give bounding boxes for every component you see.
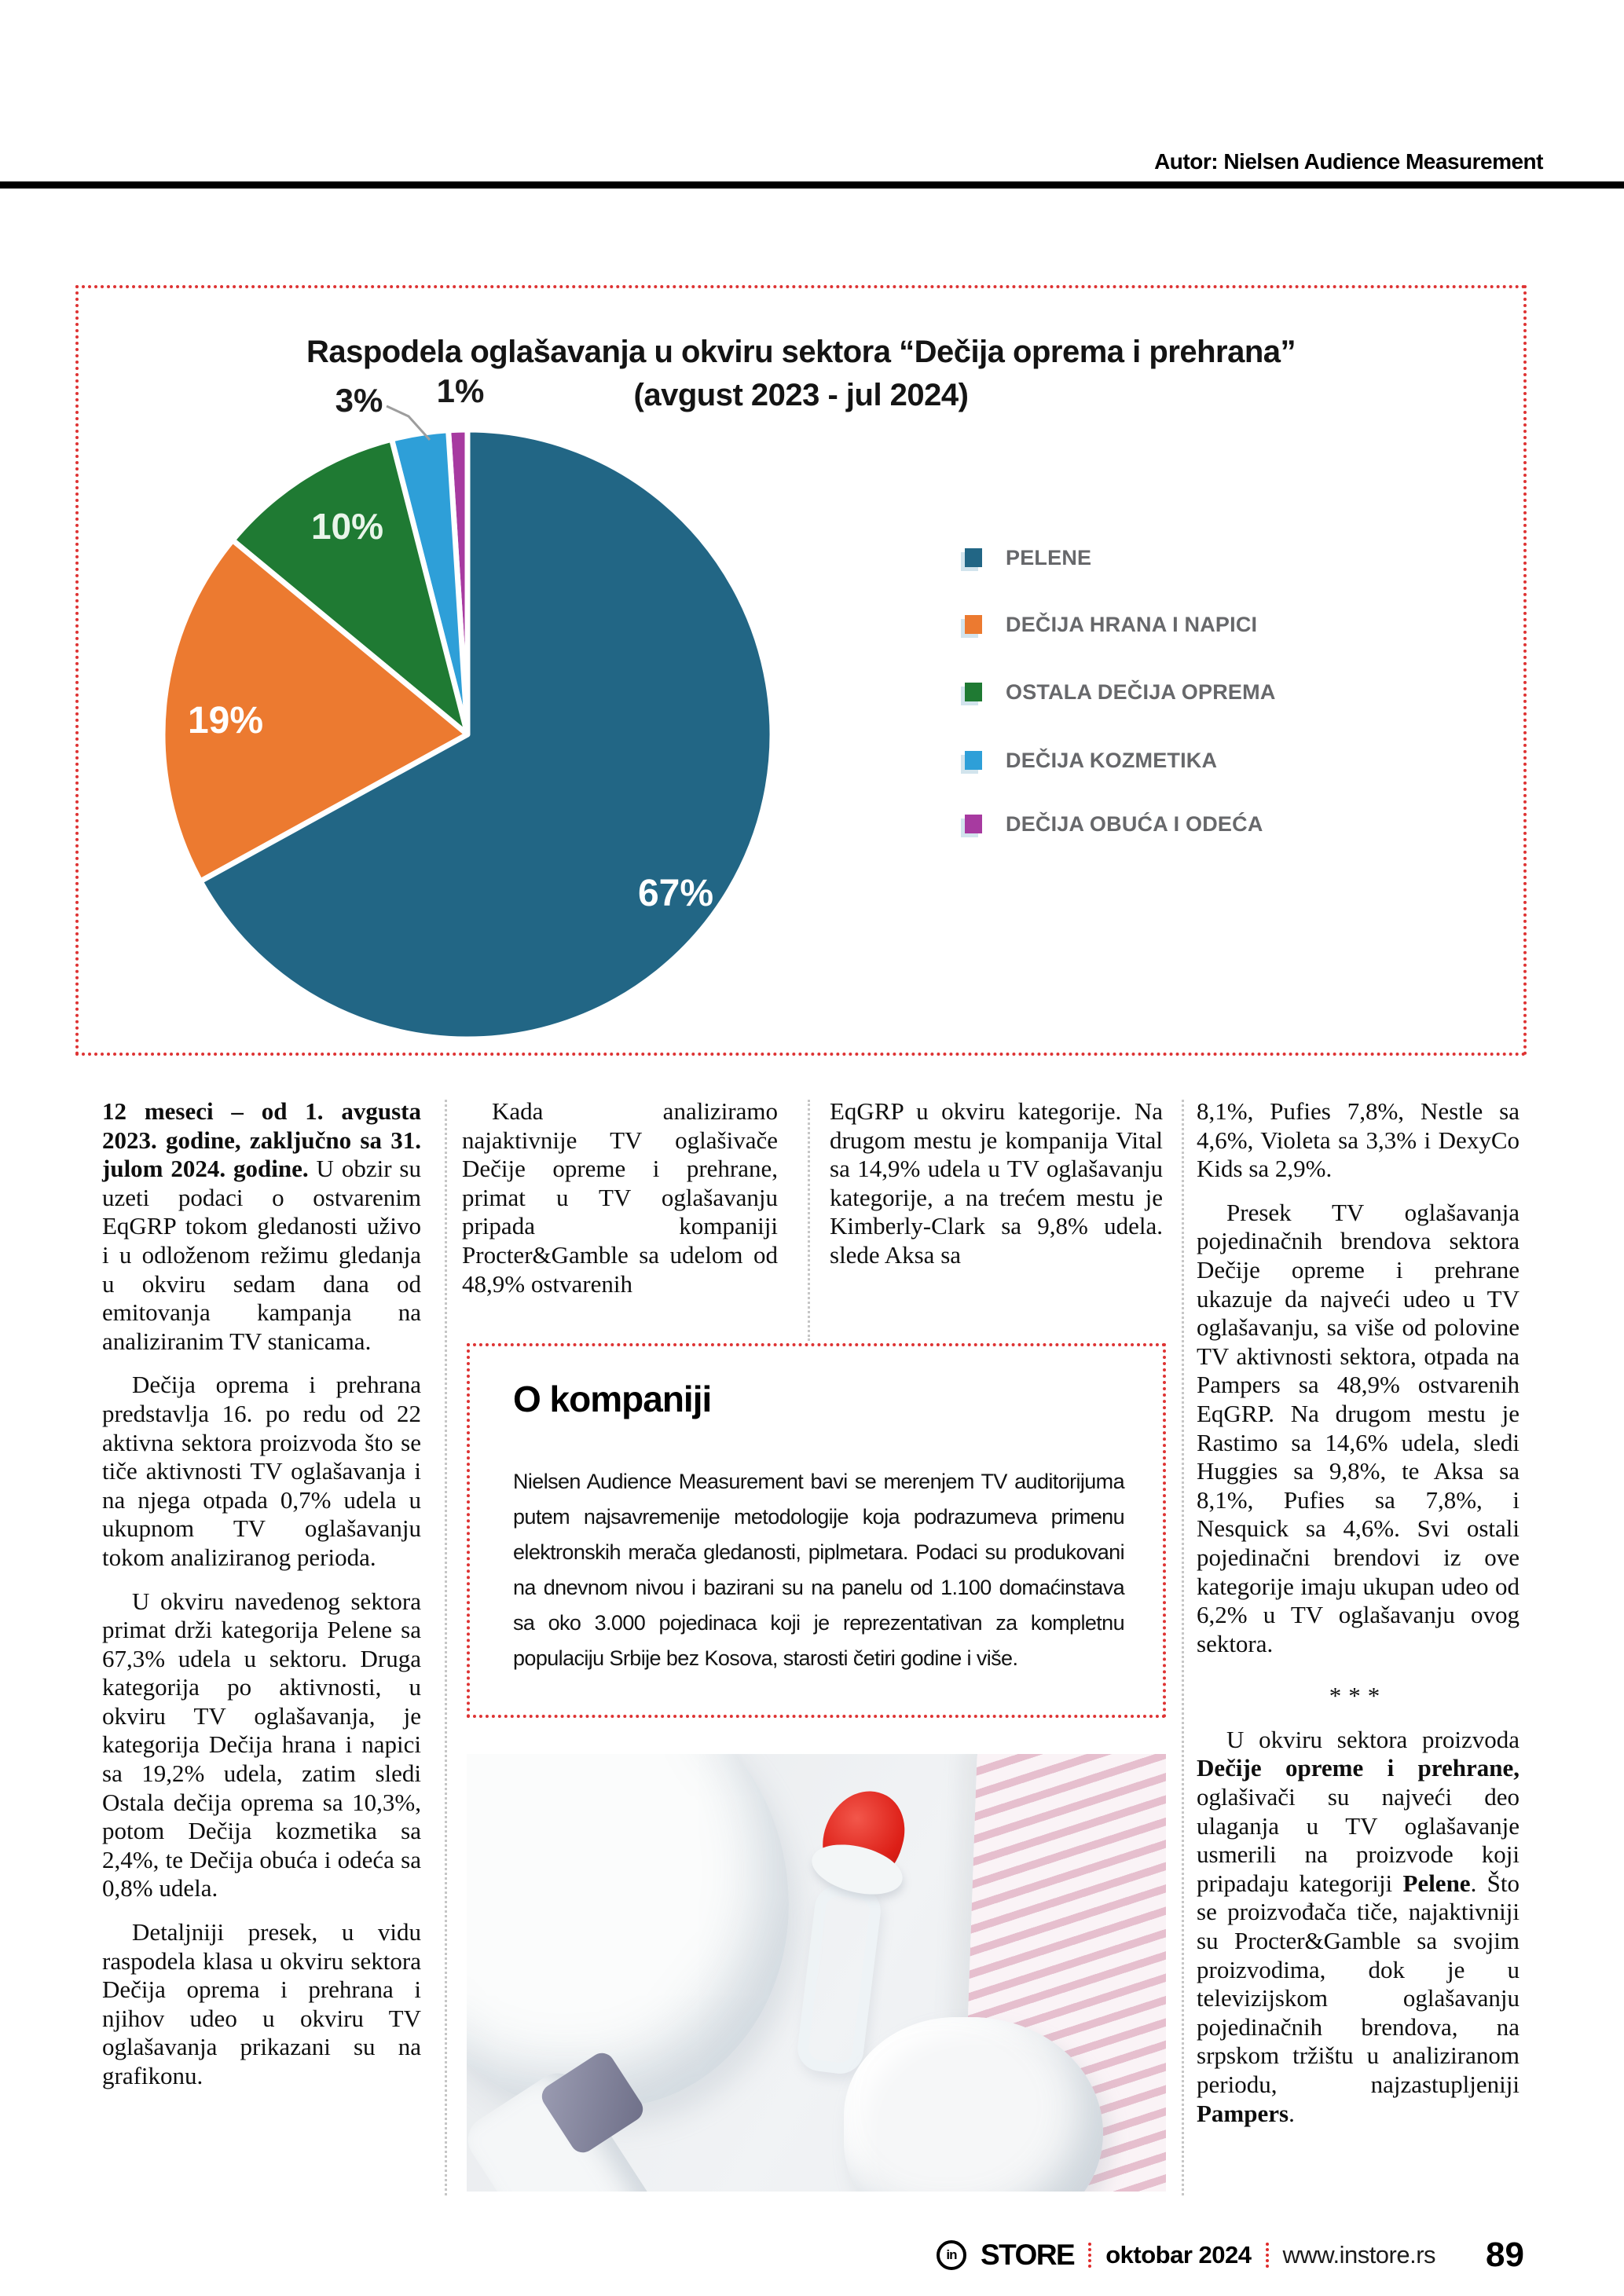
page-number: 89: [1486, 2236, 1524, 2274]
legend-item-de-ija-kozmetika: [965, 747, 1217, 774]
legend-label: PELENE: [1006, 545, 1092, 569]
legend-swatch: [965, 815, 982, 833]
pie-value-label-hrana: 19%: [187, 700, 264, 742]
article-photo: [467, 1754, 1166, 2192]
legend-swatch: [965, 615, 982, 634]
page-footer: [937, 2236, 1524, 2275]
footer-dotted-separator: [1088, 2243, 1091, 2268]
header-rule: [0, 181, 1624, 189]
footer-website-link[interactable]: www.instore.rs: [1282, 2241, 1436, 2269]
paragraph: Kada analiziramo najaktivnije TV oglašivače Dečije opreme i prehrane, primat u TV oglašavanju pripada kompaniji Procter&Gamble sa udelom od 48,9% ostvarenih: [462, 1097, 778, 1298]
article-column-2: [462, 1097, 778, 1298]
footer-dotted-separator: [1266, 2243, 1269, 2268]
pie-value-label-obuca: 1%: [436, 372, 485, 409]
legend-swatch: [965, 548, 982, 567]
chart-title-line1: Raspodela oglašavanja u okviru sektora “Dečija oprema i prehrana”: [306, 335, 1296, 369]
column-separator: [1182, 1100, 1184, 2195]
article-column-3: [830, 1097, 1163, 1270]
pie-value-label-kozmetika: 3%: [335, 382, 383, 419]
column-separator: [808, 1100, 810, 1341]
legend-item-pelene: [965, 544, 1091, 571]
pie-value-label-oprema: 10%: [310, 506, 384, 547]
legend-label: DEČIJA HRANA I NAPICI: [1006, 612, 1258, 636]
article-column-1: [102, 1097, 421, 2091]
legend-item-ostala-de-ija-oprema: [965, 679, 1276, 705]
paragraph: U okviru sektora proizvoda Dečije opreme i prehrane, oglašivači su najveći deo ulaganja u TV oglašavanje usmerili na proizvode koji pripadaju kategoriji Pelene. Što se proizvođača tiče, najaktivniji su Procter&Gamble sa svojim proizvodima, dok je u televizijskom oglašavanju pojedinačnih brendova, na srpskom tržištu u analiziranom periodu, najzastupljeniji Pampers.: [1197, 1725, 1520, 2127]
paragraph: 8,1%, Pufies 7,8%, Nestle sa 4,6%, Violeta sa 3,3% i DexyCo Kids sa 2,9%.: [1197, 1097, 1520, 1183]
instore-logo-icon: in: [937, 2240, 966, 2270]
paragraph: U okviru navedenog sektora primat drži kategorija Pelene sa 67,3% udela u sektoru. Druga kategorija po aktivnosti, u okviru TV oglašavanja, je kategorija Dečija hrana i napici sa 19,2% udela, zatim sledi Ostala dečija oprema sa 10,3%, potom Dečija kozmetika sa 2,4%, te Dečija obuća i odeća sa 0,8% udela.: [102, 1587, 421, 1902]
pie-value-label-pelene: 67%: [637, 873, 714, 914]
photo-towel: [467, 1754, 789, 2107]
about-company-body: Nielsen Audience Measurement bavi se merenjem TV auditorijuma putem najsavremenije metodologije koja podrazumeva primenu elektronskih merača gledanosti, piplmetara. Podaci su produkovani na dnevnom nivou i bazirani su na panelu od 1.100 domaćinstava sa oko 3.000 pojedinaca koji je reprezentativan za kompletnu populaciju Srbije bez Kosova, starosti četiri godine i više.: [513, 1470, 1124, 1670]
legend-label: OSTALA DEČIJA OPREMA: [1006, 679, 1276, 704]
legend-swatch: [965, 683, 982, 701]
about-company-title: O kompaniji: [513, 1379, 712, 1419]
chart-box: [75, 285, 1527, 1056]
legend-label: DEČIJA OBUĆA I ODEĆA: [1006, 811, 1263, 836]
chart-title-line2: (avgust 2023 - jul 2024): [633, 378, 969, 412]
legend-item-de-ija-obu-a-i-ode-a: [965, 811, 1263, 837]
article-column-4: [1197, 1097, 1520, 2128]
footer-issue: oktobar 2024: [1105, 2241, 1252, 2269]
legend-swatch: [965, 751, 982, 770]
legend-label: DEČIJA KOZMETIKA: [1006, 748, 1218, 772]
section-divider: ***: [1329, 1682, 1388, 1710]
paragraph: Presek TV oglašavanja pojedinačnih brendova sektora Dečije opreme i prehrane ukazuje da najveći udeo u TV oglašavanju, sa više od polovine TV aktivnosti sektora, otpada na Pampers sa 48,9% ostvarenih EqGRP. Na drugom mestu je Rastimo sa 14,6% udela, sledi Huggies sa 9,8%, te Aksa sa 8,1%, Pufies sa 7,8%, i Nesquick sa 4,6%. Svi ostali pojedinačni brendovi iz ove kategorije imaju ukupan udeo od 6,2% u TV oglašavanju ovog sektora.: [1197, 1198, 1520, 1657]
paragraph: Detaljniji presek, u vidu raspodela klasa u okviru sektora Dečija oprema i prehrana i njihov udeo u okviru TV oglašavanja prikazani su na grafikonu.: [102, 1918, 421, 2089]
footer-brand: STORE: [980, 2239, 1075, 2271]
paragraph: 12 meseci – od 1. avgusta 2023. godine, zaključno sa 31. julom 2024. godine. U obzir su uzeti podaci o ostvarenim EqGRP tokom gledanosti uživo i u odloženom režimu gledanja u okviru sedam dana od emitovanja kampanja na analiziranim TV stanicama.: [102, 1097, 421, 1355]
column-separator: [445, 1100, 447, 2195]
photo-pacifier-handle: [795, 1883, 883, 2076]
paragraph: Dečija oprema i prehrana predstavlja 16. po redu od 22 aktivna sektora proizvoda što se tiče aktivnosti TV oglašavanja i na njega otpada 0,7% udela u ukupnom TV oglašavanju tokom analiziranog perioda.: [102, 1371, 421, 1571]
author-line: Autor: Nielsen Audience Measurement: [1154, 149, 1543, 174]
about-company-box: [467, 1343, 1166, 1718]
legend-item-de-ija-hrana-i-napici: [965, 611, 1257, 638]
paragraph: EqGRP u okviru kategorije. Na drugom mestu je kompanija Vital sa 14,9% udela u TV oglašavanju kategorije, a na trećem mestu je Kimberly-Clark sa 9,8% udela. slede Aksa sa: [830, 1097, 1163, 1269]
chart-title: [79, 331, 1523, 417]
